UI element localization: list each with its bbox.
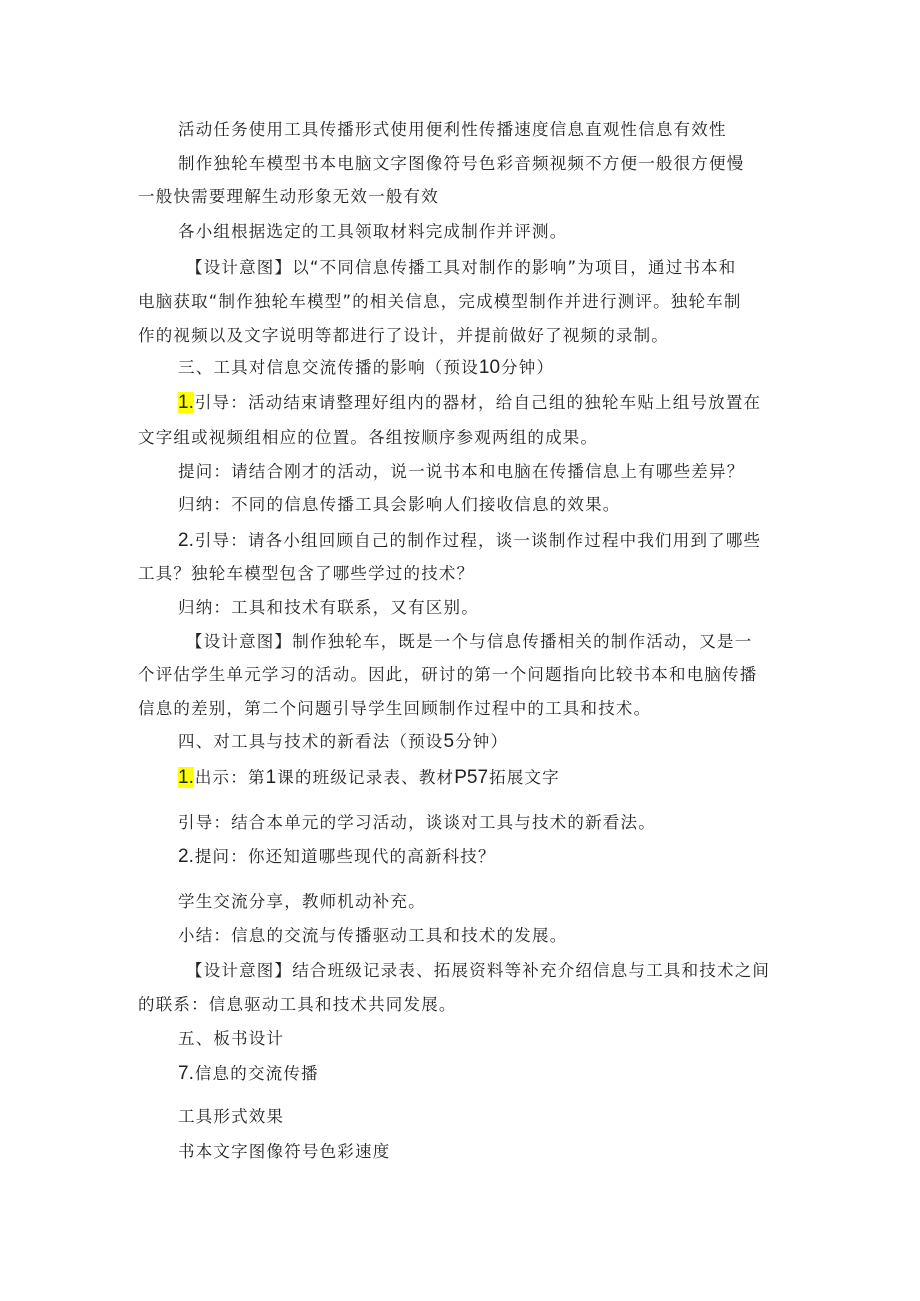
- text: 【设计意图】以“不同信息传播工具对制作的影响”为项目，通过书本和: [186, 258, 737, 277]
- paragraph-line: [138, 994, 457, 1016]
- text: 工具形式效果: [178, 1107, 285, 1126]
- text: 引导：活动结束请整理好组内的器材，给自己组的独轮车贴上组号放置在: [194, 393, 762, 412]
- text: 小结：信息的交流与传播驱动工具和技术的发展。: [178, 926, 568, 945]
- design-intent-line: [186, 631, 752, 653]
- section-heading-4: [178, 731, 508, 753]
- list-item: [178, 392, 761, 414]
- section-heading-3: [178, 357, 554, 379]
- text: 书本文字图像符号色彩速度: [178, 1142, 391, 1161]
- text: 的联系：信息驱动工具和技术共同发展。: [138, 995, 457, 1014]
- section-heading-5: [178, 1028, 284, 1050]
- text: 信息的交流传播: [194, 1064, 319, 1083]
- paragraph-line: [138, 664, 758, 686]
- summary-line: [178, 925, 567, 947]
- table-row-line: [178, 153, 744, 175]
- paragraph-line: [178, 812, 656, 834]
- text: 作的视频以及文字说明等都进行了设计，并提前做好了视频的录制。: [138, 326, 669, 345]
- text: 拓展文字: [489, 768, 560, 787]
- text: 归纳：工具和技术有联系，又有区别。: [178, 598, 479, 617]
- text: 工具？独轮车模型包含了哪些学过的技术？: [138, 564, 475, 583]
- list-item: [178, 530, 761, 552]
- summary-line: [178, 597, 479, 619]
- text: 制作独轮车模型书本电脑文字图像符号色彩音频视频不方便一般很方便慢: [178, 154, 745, 173]
- text: 四、对工具与技术的新看法（预设: [178, 732, 444, 751]
- text: 分钟）: [455, 732, 509, 751]
- text: 个评估学生单元学习的活动。因此，研讨的第一个问题指向比较书本和电脑传播: [138, 665, 758, 684]
- text: 归纳：不同的信息传播工具会影响人们接收信息的效果。: [178, 495, 621, 514]
- number: 5: [443, 731, 455, 752]
- number: 7.: [178, 1063, 194, 1084]
- list-item: [178, 767, 560, 789]
- text: 引导：请各小组回顾自己的制作过程，谈一谈制作过程中我们用到了哪些: [194, 531, 762, 550]
- paragraph-line: [138, 325, 669, 347]
- design-intent-line: [186, 960, 770, 982]
- text: 电脑获取“制作独轮车模型”的相关信息，完成模型制作并进行测评。独轮车制: [138, 292, 742, 311]
- text: 文字组或视频组相应的位置。各组按顺序参观两组的成果。: [138, 428, 599, 447]
- table-row-line: [138, 186, 439, 208]
- text: 提问：请结合刚才的活动，说一说书本和电脑在传播信息上有哪些差异？: [178, 462, 745, 481]
- number: 1: [265, 767, 277, 788]
- table-header-line: [178, 119, 727, 141]
- highlighted-number: 1.: [178, 767, 194, 788]
- text: 三、工具对信息交流传播的影响（预设: [178, 358, 479, 377]
- text: 【设计意图】结合班级记录表、拓展资料等补充介绍信息与工具和技术之间: [186, 961, 771, 980]
- text: 各小组根据选定的工具领取材料完成制作并评测。: [178, 222, 568, 241]
- board-title: [178, 1063, 319, 1085]
- summary-line: [178, 494, 621, 516]
- text: 五、板书设计: [178, 1029, 285, 1048]
- text: 学生交流分享，教师机动补充。: [178, 892, 426, 911]
- text: 分钟）: [501, 358, 555, 377]
- text: 引导：结合本单元的学习活动，谈谈对工具与技术的新看法。: [178, 813, 656, 832]
- text: 出示：第: [194, 768, 266, 787]
- paragraph-line: [138, 427, 598, 449]
- paragraph-line: [138, 291, 742, 313]
- paragraph-line: [138, 698, 651, 720]
- text: 课的班级记录表、教材: [277, 768, 455, 787]
- number: 2.: [178, 846, 194, 867]
- paragraph-line: [138, 563, 474, 585]
- text: 提问：你还知道哪些现代的高新科技？: [194, 847, 496, 866]
- board-line: [178, 1141, 390, 1163]
- text: 活动任务使用工具传播形式使用便利性传播速度信息直观性信息有效性: [178, 120, 727, 139]
- number: 10: [478, 357, 501, 378]
- text: 一般快需要理解生动形象无效一般有效: [138, 187, 439, 206]
- paragraph-line: [178, 891, 426, 913]
- number: 2.: [178, 530, 194, 551]
- board-line: [178, 1106, 284, 1128]
- paragraph-line: [178, 221, 567, 243]
- text: 信息的差别，第二个问题引导学生回顾制作过程中的工具和技术。: [138, 699, 652, 718]
- highlighted-number: 1.: [178, 392, 194, 413]
- list-item: [178, 846, 496, 868]
- design-intent-line: [186, 257, 737, 279]
- text: 【设计意图】制作独轮车，既是一个与信息传播相关的制作活动，又是一: [186, 632, 753, 651]
- question-line: [178, 461, 744, 483]
- number: P57: [454, 767, 489, 788]
